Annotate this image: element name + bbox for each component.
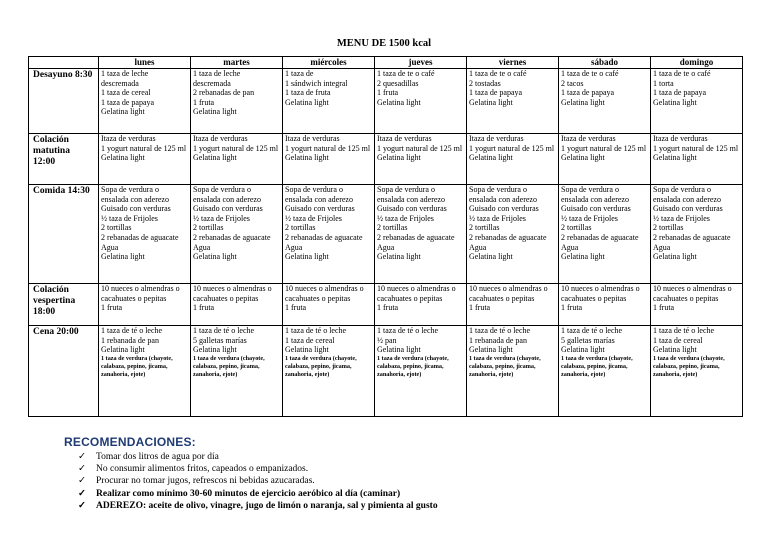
menu-item-text: Guisado con verduras — [469, 204, 539, 214]
menu-item-text: Gelatina light — [285, 153, 329, 163]
menu-item-text: 10 nueces o almendras o cacahuates o pepitas — [285, 284, 364, 303]
day-header: domingo — [651, 57, 743, 69]
menu-item-text: Guisado con verduras — [101, 204, 171, 214]
menu-item-text: 1 fruta — [469, 303, 491, 313]
menu-cell — [191, 134, 283, 185]
menu-item-text: Itaza de verduras — [285, 134, 340, 143]
menu-item-text: Agua — [561, 242, 579, 252]
menu-item-text: Gelatina light — [285, 345, 329, 355]
menu-item-text: 2 rebanadas de aguacate — [377, 232, 455, 242]
menu-item-text: Sopa de verdura o ensalada con aderezo — [285, 185, 353, 204]
day-header: viernes — [467, 57, 559, 69]
meal-label: Cena 20:00 — [29, 326, 99, 417]
menu-item-text: 1 taza de te o café — [377, 69, 435, 78]
menu-cell — [559, 284, 651, 326]
menu-cell — [99, 185, 191, 284]
menu-cell — [467, 326, 559, 417]
menu-item-text: 2 rebanadas de aguacate — [469, 232, 547, 242]
menu-item-text: 1 taza de té o leche — [285, 326, 347, 335]
menu-item-text: 1 yogurt natural de 125 ml — [285, 143, 371, 153]
menu-cell — [283, 284, 375, 326]
menu-item-text: Gelatina light — [469, 345, 513, 355]
menu-cell — [651, 185, 743, 284]
checkmark-icon: ✓ — [78, 452, 86, 462]
menu-cell — [375, 134, 467, 185]
menu-item-text: 1 taza de verdura (chayote, calabaza, pepino, jicama, zanahoria, ejote) — [561, 354, 633, 378]
menu-cell — [283, 185, 375, 284]
recommendation-text: No consumir alimentos fritos, capeados o empanizados. — [96, 464, 309, 475]
day-header: miércoles — [283, 57, 375, 69]
menu-item-text: 1 taza de té o leche — [469, 326, 531, 335]
menu-item-text: 1 taza de papaya — [101, 97, 155, 107]
menu-item-text: Itaza de verduras — [561, 134, 616, 143]
menu-item-text: Gelatina light — [469, 252, 513, 262]
meal-row — [29, 185, 743, 284]
recommendation-item — [78, 500, 744, 512]
menu-item-text: Itaza de verduras — [653, 134, 708, 143]
menu-item-text: ½ taza de Frijoles — [285, 213, 342, 223]
menu-cell — [467, 284, 559, 326]
menu-item-text: 1 taza de té o leche — [653, 326, 715, 335]
menu-item-text: 1 fruta — [193, 303, 215, 313]
corner-cell — [29, 57, 99, 69]
menu-item-text: Gelatina light — [285, 97, 329, 107]
menu-cell — [375, 284, 467, 326]
menu-item-text: Gelatina light — [561, 345, 605, 355]
menu-item-text: Gelatina light — [377, 153, 421, 163]
menu-cell — [467, 185, 559, 284]
menu-item-text: Guisado con verduras — [193, 204, 263, 214]
menu-item-text: 2 rebanadas de aguacate — [653, 232, 731, 242]
menu-item-text: 1 taza de cereal — [101, 88, 151, 98]
header-row — [29, 57, 743, 69]
menu-item-text: 1 taza de verdura (chayote, calabaza, pepino, jicama, zanahoria, ejote) — [377, 354, 449, 378]
menu-item-text: Itaza de verduras — [101, 134, 156, 143]
menu-cell — [651, 134, 743, 185]
menu-item-text: Gelatina light — [469, 97, 513, 107]
recommendations-title: RECOMENDACIONES: — [64, 435, 196, 449]
menu-item-text: 1 torta — [653, 78, 674, 88]
menu-item-text: 1 taza de papaya — [469, 88, 523, 98]
meal-label: Colación matutina 12:00 — [29, 134, 99, 185]
menu-item-text: Sopa de verdura o ensalada con aderezo — [101, 185, 169, 204]
menu-cell — [375, 326, 467, 417]
recommendation-item — [78, 463, 744, 475]
menu-cell — [191, 185, 283, 284]
menu-item-text: Gelatina light — [469, 153, 513, 163]
menu-item-text: 10 nueces o almendras o cacahuates o pepitas — [193, 284, 272, 303]
menu-item-text: 1 taza de te o café — [469, 69, 527, 78]
checkmark-icon: ✓ — [78, 500, 86, 511]
menu-item-text: Gelatina light — [653, 97, 697, 107]
menu-cell — [283, 326, 375, 417]
menu-item-text: Agua — [285, 242, 303, 252]
menu-item-text: 1 yogurt natural de 125 ml — [377, 143, 463, 153]
menu-cell — [559, 185, 651, 284]
checkmark-icon: ✓ — [78, 476, 86, 487]
menu-item-text: Gelatina light — [193, 107, 237, 117]
menu-item-text: Gelatina light — [653, 153, 697, 163]
menu-item-text: 1 taza de fruta — [285, 88, 331, 98]
recommendations-section — [64, 435, 744, 512]
menu-item-text: Gelatina light — [101, 345, 145, 355]
menu-item-text: Gelatina light — [193, 252, 237, 262]
menu-item-text: 10 nueces o almendras o cacahuates o pepitas — [469, 284, 548, 303]
menu-item-text: 1 taza de te o café — [653, 69, 711, 78]
menu-cell — [375, 185, 467, 284]
menu-item-text: 1 fruta — [377, 88, 399, 98]
menu-item-text: 2 rebanadas de aguacate — [101, 232, 179, 242]
menu-item-text: 2 rebanadas de aguacate — [193, 232, 271, 242]
meal-row — [29, 326, 743, 417]
menu-item-text: 2 tacos — [561, 78, 584, 88]
menu-item-text: 2 tostadas — [469, 78, 501, 88]
menu-item-text: 1 fruta — [653, 303, 675, 313]
menu-item-text: 1 taza de verdura (chayote, calabaza, pepino, jicama, zanahoria, ejote) — [469, 354, 541, 378]
menu-item-text: 1 taza de té o leche — [193, 326, 255, 335]
menu-item-text: 2 tortillas — [193, 223, 224, 233]
menu-item-text: Gelatina light — [101, 153, 145, 163]
recommendation-text: Procurar no tomar jugos, refrescos ni bebidas azucaradas. — [96, 476, 315, 487]
menu-item-text: 2 rebanadas de pan — [193, 88, 255, 98]
menu-item-text: 1 taza de verdura (chayote, calabaza, pepino, jicama, zanahoria, ejote) — [101, 354, 173, 378]
menu-cell — [191, 69, 283, 134]
menu-item-text: Gelatina light — [193, 345, 237, 355]
menu-cell — [283, 69, 375, 134]
menu-item-text: 10 nueces o almendras o cacahuates o pepitas — [377, 284, 456, 303]
menu-item-text: Gelatina light — [101, 107, 145, 117]
meal-label: Comida 14:30 — [29, 185, 99, 284]
menu-title: MENU DE 1500 kcal — [336, 38, 432, 49]
menu-item-text: 1 taza de — [285, 69, 314, 78]
menu-cell — [99, 69, 191, 134]
menu-item-text: 1 taza de verdura (chayote, calabaza, pepino, jicama, zanahoria, ejote) — [193, 354, 265, 378]
menu-item-text: 2 quesadillas — [377, 78, 419, 88]
menu-cell — [99, 284, 191, 326]
menu-item-text: 1 taza de papaya — [561, 88, 615, 98]
menu-item-text: 5 galletas marías — [561, 335, 615, 345]
menu-item-text: 1 fruta — [377, 303, 399, 313]
menu-item-text: ½ taza de Frijoles — [653, 213, 710, 223]
menu-item-text: 2 tortillas — [653, 223, 684, 233]
menu-item-text: Gelatina light — [653, 252, 697, 262]
checkmark-icon: ✓ — [78, 488, 86, 499]
menu-item-text: Agua — [377, 242, 395, 252]
menu-table — [28, 56, 743, 417]
menu-item-text: Itaza de verduras — [469, 134, 524, 143]
menu-item-text: 1 yogurt natural de 125 ml — [193, 143, 279, 153]
menu-item-text: 1 yogurt natural de 125 ml — [101, 143, 187, 153]
menu-item-text: Agua — [653, 242, 671, 252]
menu-item-text: 2 tortillas — [561, 223, 592, 233]
menu-item-text: 1 sándwich integral — [285, 78, 348, 88]
menu-item-text: Guisado con verduras — [285, 204, 355, 214]
menu-item-text: 10 nueces o almendras o cacahuates o pepitas — [561, 284, 640, 303]
menu-item-text: 1 taza de te o café — [561, 69, 619, 78]
menu-cell — [559, 134, 651, 185]
menu-item-text: 2 tortillas — [101, 223, 132, 233]
meal-label: Colación vespertina 18:00 — [29, 284, 99, 326]
menu-item-text: Gelatina light — [101, 252, 145, 262]
menu-item-text: 1 taza de papaya — [653, 88, 707, 98]
menu-item-text: Agua — [469, 242, 487, 252]
menu-cell — [559, 69, 651, 134]
menu-item-text: 2 rebanadas de aguacate — [285, 232, 363, 242]
menu-item-text: Guisado con verduras — [377, 204, 447, 214]
menu-item-text: 1 fruta — [285, 303, 307, 313]
menu-item-text: Agua — [193, 242, 211, 252]
menu-item-text: ½ taza de Frijoles — [561, 213, 618, 223]
menu-cell — [375, 69, 467, 134]
menu-cell — [651, 69, 743, 134]
menu-item-text: 1 rebanada de pan — [101, 335, 159, 345]
recommendation-item — [78, 488, 744, 500]
menu-cell — [651, 326, 743, 417]
menu-item-text: 1 fruta — [193, 97, 215, 107]
menu-cell — [283, 134, 375, 185]
menu-item-text: 1 rebanada de pan — [469, 335, 527, 345]
menu-cell — [559, 326, 651, 417]
day-header: martes — [191, 57, 283, 69]
recommendation-item — [78, 475, 744, 487]
menu-item-text: Agua — [101, 242, 119, 252]
menu-item-text: Gelatina light — [561, 97, 605, 107]
meal-row — [29, 284, 743, 326]
menu-item-text: Guisado con verduras — [653, 204, 723, 214]
menu-item-text: ½ taza de Frijoles — [193, 213, 250, 223]
menu-item-text: 1 yogurt natural de 125 ml — [653, 143, 739, 153]
menu-item-text: Sopa de verdura o ensalada con aderezo — [469, 185, 537, 204]
menu-item-text: ½ pan — [377, 335, 397, 345]
menu-item-text: 1 taza de leche descremada — [101, 69, 149, 88]
menu-item-text: 1 taza de té o leche — [561, 326, 623, 335]
recommendation-text: Tomar dos litros de agua por día — [96, 452, 219, 462]
menu-item-text: Sopa de verdura o ensalada con aderezo — [653, 185, 721, 204]
menu-item-text: 2 tortillas — [377, 223, 408, 233]
day-header: lunes — [99, 57, 191, 69]
menu-item-text: 1 yogurt natural de 125 ml — [561, 143, 647, 153]
menu-item-text: Gelatina light — [561, 252, 605, 262]
recommendation-text: ADEREZO: aceite de olivo, vinagre, jugo de limón o naranja, sal y pimienta al gusto — [96, 500, 438, 511]
menu-item-text: 1 yogurt natural de 125 ml — [469, 143, 555, 153]
menu-item-text: Itaza de verduras — [377, 134, 432, 143]
menu-item-text: Gelatina light — [653, 345, 697, 355]
menu-item-text: Gelatina light — [285, 252, 329, 262]
menu-item-text: 1 taza de verdura (chayote, calabaza, pepino, jicama, zanahoria, ejote) — [285, 354, 357, 378]
meal-row — [29, 134, 743, 185]
menu-item-text: ½ taza de Frijoles — [377, 213, 434, 223]
menu-item-text: 1 fruta — [101, 303, 123, 313]
menu-cell — [191, 326, 283, 417]
menu-item-text: Gelatina light — [561, 153, 605, 163]
menu-item-text: ½ taza de Frijoles — [469, 213, 526, 223]
menu-item-text: Itaza de verduras — [193, 134, 248, 143]
menu-item-text: 1 taza de verdura (chayote, calabaza, pepino, jicama, zanahoria, ejote) — [653, 354, 725, 378]
recommendations-list — [78, 451, 744, 512]
menu-cell — [467, 69, 559, 134]
menu-cell — [99, 134, 191, 185]
day-header: jueves — [375, 57, 467, 69]
menu-item-text: Sopa de verdura o ensalada con aderezo — [377, 185, 445, 204]
checkmark-icon: ✓ — [78, 464, 86, 475]
menu-item-text: Gelatina light — [193, 153, 237, 163]
menu-item-text: 1 taza de té o leche — [377, 326, 439, 335]
menu-item-text: Gelatina light — [377, 97, 421, 107]
menu-item-text: 10 nueces o almendras o cacahuates o pepitas — [101, 284, 180, 303]
menu-item-text: 2 tortillas — [285, 223, 316, 233]
recommendation-text: Realizar como mínimo 30-60 minutos de ejercicio aeróbico al día (caminar) — [96, 488, 401, 499]
menu-item-text: 1 taza de té o leche — [101, 326, 163, 335]
menu-item-text: ½ taza de Frijoles — [101, 213, 158, 223]
menu-item-text: Gelatina light — [377, 252, 421, 262]
menu-cell — [467, 134, 559, 185]
menu-cell — [99, 326, 191, 417]
menu-item-text: 10 nueces o almendras o cacahuates o pepitas — [653, 284, 732, 303]
meal-row — [29, 69, 743, 134]
menu-item-text: 2 rebanadas de aguacate — [561, 232, 639, 242]
meal-label: Desayuno 8:30 — [29, 69, 99, 134]
menu-item-text: 1 taza de leche descremada — [193, 69, 241, 88]
menu-item-text: Sopa de verdura o ensalada con aderezo — [561, 185, 629, 204]
menu-item-text: Gelatina light — [377, 345, 421, 355]
menu-cell — [651, 284, 743, 326]
recommendation-item — [78, 451, 744, 463]
day-header: sábado — [559, 57, 651, 69]
menu-item-text: 1 taza de cereal — [285, 335, 335, 345]
menu-item-text: 5 galletas marías — [193, 335, 247, 345]
menu-item-text: 1 fruta — [561, 303, 583, 313]
menu-item-text: Guisado con verduras — [561, 204, 631, 214]
menu-cell — [191, 284, 283, 326]
menu-item-text: 1 taza de cereal — [653, 335, 703, 345]
menu-item-text: Sopa de verdura o ensalada con aderezo — [193, 185, 261, 204]
menu-item-text: 2 tortillas — [469, 223, 500, 233]
